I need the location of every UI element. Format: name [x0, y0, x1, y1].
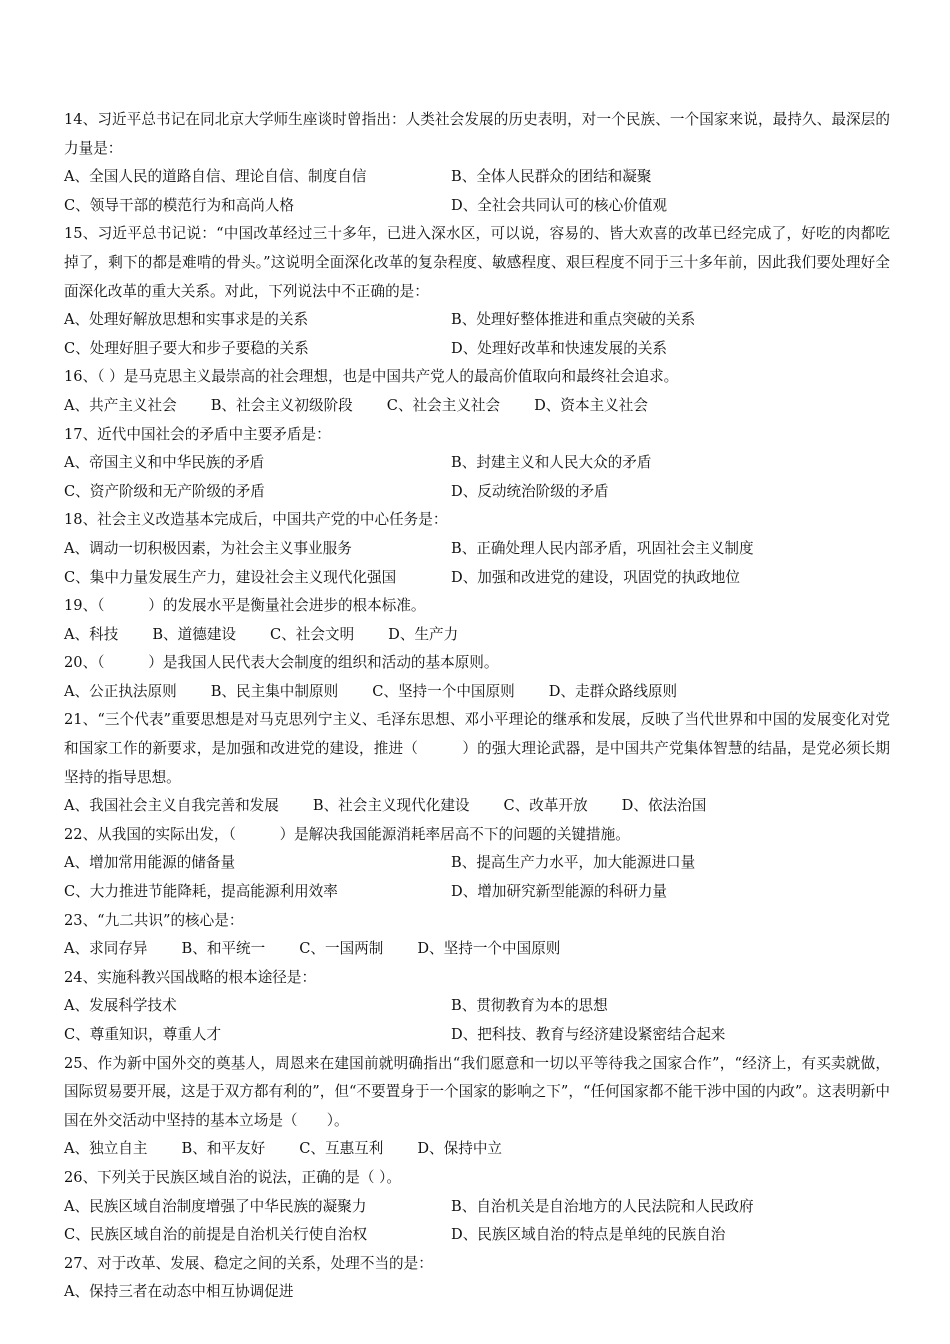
option-a: A、全国人民的道路自信、理论自信、制度自信 [64, 168, 367, 186]
option-d: D、反动统治阶级的矛盾 [451, 482, 609, 500]
question-stem: 20、（ ）是我国人民代表大会制度的组织和活动的基本原则。 [64, 654, 499, 672]
options-row [64, 621, 890, 650]
option-a: A、我国社会主义自我完善和发展 [64, 797, 279, 815]
options-row [64, 392, 890, 421]
option-d: D、处理好改革和快速发展的关系 [451, 339, 668, 357]
options-row [64, 478, 890, 507]
question-27 [64, 1250, 890, 1307]
question-stem: 16、（ ）是马克思主义最崇高的社会理想，也是中国共产党人的最高价值取向和最终社会追求。 [64, 368, 679, 386]
option-c: C、一国两制 [299, 940, 384, 958]
option-d: D、民族区域自治的特点是单纯的民族自治 [451, 1226, 726, 1244]
option-c: C、领导干部的模范行为和高尚人格 [64, 196, 295, 214]
option-b: B、道德建设 [152, 625, 237, 643]
option-b: B、自治机关是自治地方的人民法院和人民政府 [451, 1197, 754, 1215]
options-row [64, 1135, 890, 1164]
option-c: C、社会主义社会 [386, 396, 501, 414]
options-row [64, 335, 890, 364]
option-d: D、走群众路线原则 [548, 682, 678, 700]
options-row [64, 449, 890, 478]
options-row [64, 564, 890, 593]
option-c: C、互惠互利 [299, 1140, 384, 1158]
option-b: B、封建主义和人民大众的矛盾 [451, 454, 652, 472]
question-stem: 23、“九二共识”的核心是： [64, 911, 244, 929]
option-d: D、把科技、教育与经济建设紧密结合起来 [451, 1026, 726, 1043]
question-25 [64, 1050, 890, 1164]
options-row [64, 192, 890, 221]
options-row [64, 878, 890, 907]
question-stem: 27、对于改革、发展、稳定之间的关系，处理不当的是： [64, 1254, 433, 1272]
option-b: B、正确处理人民内部矛盾，巩固社会主义制度 [451, 539, 754, 557]
question-stem: 22、从我国的实际出发，（ ）是解决我国能源消耗率居高不下的问题的关键措施。 [64, 825, 630, 843]
option-a: A、科技 [64, 625, 119, 643]
option-d: D、全社会共同认可的核心价值观 [451, 196, 668, 214]
question-stem: 21、“三个代表”重要思想是对马克思列宁主义、毛泽东思想、邓小平理论的继承和发展，反映了当代世界和中国的发展变化对党和国家工作的新要求，是加强和改进党的建设，推进（ ）的强大理论武器，是中国共产党集体智慧的结晶，是党必须长期坚持的指导思想。 [64, 711, 890, 786]
option-b: B、贯彻教育为本的思想 [451, 997, 608, 1015]
options-row [64, 306, 890, 335]
options-row [64, 678, 890, 707]
option-b: B、和平统一 [181, 940, 266, 958]
option-a: A、独立自主 [64, 1140, 148, 1158]
question-26 [64, 1164, 890, 1250]
question-stem: 26、下列关于民族区域自治的说法，正确的是（ ）。 [64, 1168, 401, 1186]
options-row [64, 535, 890, 564]
option-b: B、民主集中制原则 [210, 682, 339, 700]
option-b: B、社会主义初级阶段 [210, 396, 353, 414]
option-a: A、处理好解放思想和实事求是的关系 [64, 311, 309, 329]
question-19 [64, 592, 890, 649]
question-stem: 25、作为新中国外交的奠基人，周恩来在建国前就明确指出“我们愿意和一切以平等待我之国家合作”，“经济上，有买卖就做，国际贸易要开展，这是于双方都有利的”，但“不要置身于一个国家的影响之下”，“任何国家都不能干涉中国的内政”。这表明新中国在外交活动中坚持的基本立场是（ ）。 [64, 1054, 890, 1129]
option-d: D、保持中立 [417, 1140, 503, 1158]
option-c: C、坚持一个中国原则 [372, 682, 515, 700]
options-row [64, 1278, 890, 1307]
option-c: C、尊重知识，尊重人才 [64, 1026, 222, 1043]
option-a: A、求同存异 [64, 940, 148, 958]
option-d: D、依法治国 [621, 797, 707, 815]
option-a: A、保持三者在动态中相互协调促进 [64, 1283, 294, 1301]
option-c: C、民族区域自治的前提是自治机关行使自治权 [64, 1226, 368, 1244]
option-a: A、帝国主义和中华民族的矛盾 [64, 454, 265, 472]
question-stem: 17、近代中国社会的矛盾中主要矛盾是： [64, 425, 331, 443]
option-b: B、处理好整体推进和重点突破的关系 [451, 311, 696, 329]
option-a: A、公正执法原则 [64, 682, 177, 700]
question-20 [64, 649, 890, 706]
option-a: A、增加常用能源的储备量 [64, 854, 236, 872]
question-22 [64, 821, 890, 907]
option-b: B、提高生产力水平，加大能源进口量 [451, 854, 696, 872]
question-24 [64, 964, 890, 1050]
option-c: C、集中力量发展生产力，建设社会主义现代化强国 [64, 568, 397, 586]
options-row [64, 935, 890, 964]
options-row [64, 849, 890, 878]
question-18 [64, 506, 890, 592]
options-row [64, 163, 890, 192]
option-d: D、加强和改进党的建设，巩固党的执政地位 [451, 568, 740, 586]
options-row [64, 1021, 890, 1050]
option-d: D、资本主义社会 [534, 396, 648, 414]
options-row [64, 992, 890, 1021]
options-row [64, 1193, 890, 1222]
option-c: C、社会文明 [270, 625, 355, 643]
option-b: B、社会主义现代化建设 [312, 797, 470, 815]
question-stem: 15、习近平总书记说：“中国改革经过三十多年，已进入深水区，可以说，容易的、皆大欢喜的改革已经完成了，好吃的肉都吃掉了，剩下的都是难啃的骨头。”这说明全面深化改革的复杂程度、敏感程度、艰巨程度不同于三十多年前，因此我们要处理好全面深化改革的重大关系。对此，下列说法中不正确的是： [64, 225, 890, 300]
option-d: D、坚持一个中国原则 [417, 940, 561, 958]
option-a: A、调动一切积极因素，为社会主义事业服务 [64, 539, 352, 557]
option-c: C、资产阶级和无产阶级的矛盾 [64, 482, 265, 500]
question-stem: 14、习近平总书记在同北京大学师生座谈时曾指出：人类社会发展的历史表明，对一个民族、一个国家来说，最持久、最深层的力量是： [64, 111, 890, 157]
option-b: B、和平友好 [181, 1140, 266, 1158]
question-14 [64, 106, 890, 220]
question-15 [64, 220, 890, 363]
option-d: D、增加研究新型能源的科研力量 [451, 883, 668, 901]
option-c: C、改革开放 [503, 797, 588, 815]
question-17 [64, 421, 890, 507]
question-23 [64, 907, 890, 964]
option-b: B、全体人民群众的团结和凝聚 [451, 168, 652, 186]
options-row [64, 792, 890, 821]
option-c: C、处理好胆子要大和步子要稳的关系 [64, 339, 309, 357]
option-a: A、民族区域自治制度增强了中华民族的凝聚力 [64, 1197, 367, 1215]
option-d: D、生产力 [388, 625, 459, 643]
option-a: A、发展科学技术 [64, 997, 177, 1015]
question-16 [64, 363, 890, 420]
option-c: C、大力推进节能降耗，提高能源利用效率 [64, 883, 338, 901]
question-stem: 24、实施科教兴国战略的根本途径是： [64, 968, 317, 986]
question-stem: 19、（ ）的发展水平是衡量社会进步的根本标准。 [64, 597, 426, 615]
option-a: A、共产主义社会 [64, 396, 177, 414]
question-stem: 18、社会主义改造基本完成后，中国共产党的中心任务是： [64, 511, 448, 529]
question-21 [64, 706, 890, 820]
question-sheet [64, 106, 890, 1307]
options-row [64, 1221, 890, 1250]
